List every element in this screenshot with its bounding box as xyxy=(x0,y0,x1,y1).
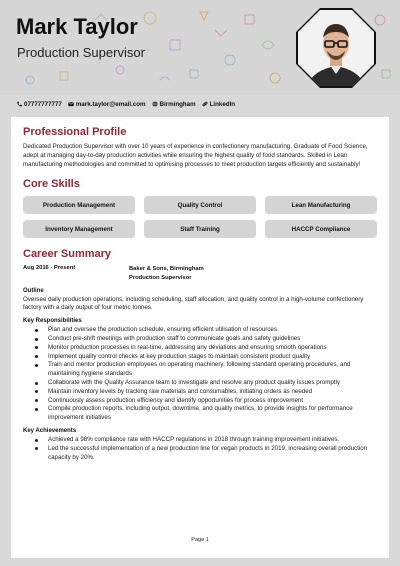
contact-bar xyxy=(0,97,400,111)
contact-location[interactable] xyxy=(152,101,196,108)
profile-text: Dedicated Production Supervisor with over 10 years of experience in confectionery manufacturing. Graduate of Food Science, adept at managing day-to-day production activities while ensuring the highest quality of food standards. Skilled in Lean manufacturing methodologies and committed to optimising processes to meet production targets efficiently and sustainably! xyxy=(23,143,368,168)
location-text: Birmingham xyxy=(159,100,196,108)
skill-badge: Production Management xyxy=(23,196,135,214)
responsibilities-heading: Key Responsibilities xyxy=(23,318,82,325)
outline-heading: Outline xyxy=(23,287,44,294)
skill-badge: Lean Manufacturing xyxy=(265,196,377,214)
header-banner xyxy=(0,0,400,95)
contact-linkedin[interactable] xyxy=(202,101,235,108)
job-employer: Baker & Sons, Birmingham xyxy=(129,266,204,273)
list-item: Continuously assess production efficiency and identify opportunities for process improvement xyxy=(23,397,377,406)
link-icon xyxy=(202,101,208,107)
career-heading: Career Summary xyxy=(23,248,112,261)
list-item: Compile production reports, including output, downtime, and quality metrics, to provide insights for performance improvement initiatives xyxy=(23,405,377,423)
candidate-name: Mark Taylor xyxy=(16,14,138,39)
list-item: Maintain inventory levels by tracking raw materials and consumables, initiating orders as needed xyxy=(23,388,377,397)
list-item: Achieved a 98% compliance rate with HACCP regulations in 2018 through training improvement initiatives. xyxy=(23,436,377,445)
job-dates: Aug 2016 - Present xyxy=(23,265,76,272)
list-item: Plan and oversee the production schedule, ensuring efficient utilisation of resources xyxy=(23,326,377,335)
skill-badge: HACCP Compliance xyxy=(265,220,377,238)
responsibilities-list xyxy=(23,326,377,423)
list-item: Monitor production processes in real-time, addressing any deviations and ensuring smooth operations xyxy=(23,344,377,353)
profile-photo xyxy=(296,8,376,88)
phone-text: 07777777777 xyxy=(24,100,62,108)
linkedin-text: LinkedIn xyxy=(209,100,236,108)
email-icon xyxy=(68,101,74,107)
list-item: Train and mentor production employees on operating machinery, following standard operating procedures, and maintaining hygiene standards xyxy=(23,361,377,379)
achievements-list xyxy=(23,436,377,462)
list-item: Collaborate with the Quality Assurance team to investigate and resolve any product quality issues promptly xyxy=(23,379,377,388)
job-header xyxy=(23,265,377,281)
contact-phone[interactable] xyxy=(16,101,62,108)
skill-badge: Inventory Management xyxy=(23,220,135,238)
skills-grid xyxy=(23,196,377,238)
globe-icon xyxy=(152,101,158,107)
phone-icon xyxy=(16,101,22,107)
outline-text: Oversee daily production operations, including scheduling, staff allocation, and quality control in a high-volume confectionery factory with a daily output of four metric tonnes. xyxy=(23,295,364,312)
achievements-heading: Key Achievements xyxy=(23,427,77,434)
profile-heading: Professional Profile xyxy=(23,126,127,138)
skills-heading: Core Skills xyxy=(23,178,80,191)
skill-badge: Staff Training xyxy=(144,220,256,238)
list-item: Led the successful implementation of a new production line for vegan products in 2019, increasing overall production capacity by 20%. xyxy=(23,445,377,463)
job-employer-block xyxy=(129,265,204,281)
page-number: Page 1 xyxy=(191,537,209,543)
skill-badge: Quality Control xyxy=(144,196,256,214)
email-text: mark.taylor@email.com xyxy=(75,100,146,108)
list-item: Implement quality control checks at key production stages to maintain consistent product quality xyxy=(23,353,377,362)
list-item: Conduct pre-shift meetings with production staff to communicate goals and safety guidelines xyxy=(23,335,377,344)
cv-content xyxy=(11,117,389,558)
job-title: Production Supervisor xyxy=(17,45,145,60)
contact-email[interactable] xyxy=(68,101,146,108)
job-role: Production Supervisor xyxy=(129,274,192,281)
